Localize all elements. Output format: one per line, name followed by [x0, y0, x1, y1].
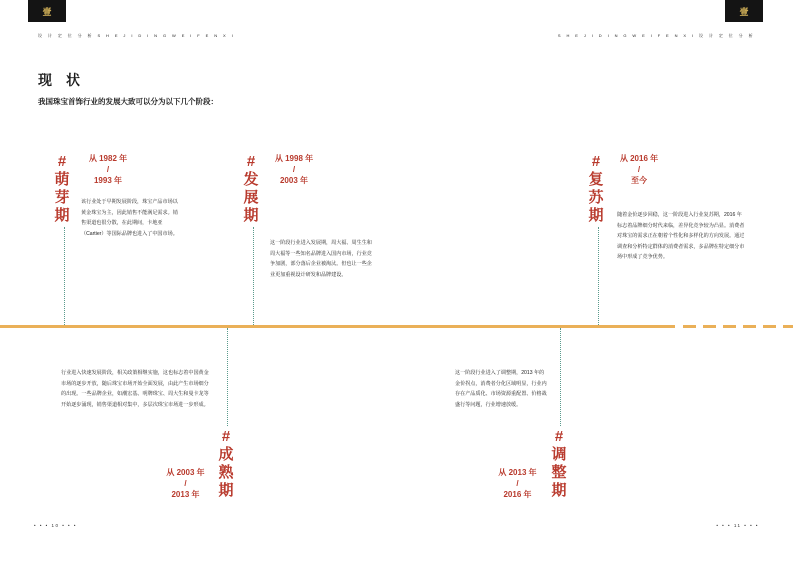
connector-line: [227, 328, 228, 426]
period-line: 1993 年: [93, 176, 123, 185]
stage-title-char: 熟: [218, 464, 234, 481]
section-tab-left: 壹: [28, 0, 66, 22]
stage-title-char: 成: [218, 446, 234, 463]
stage-title-char: 期: [54, 207, 70, 224]
stage-title-char: #: [591, 153, 601, 170]
timeline-dash: [783, 325, 793, 328]
connector-line: [598, 227, 599, 325]
period-line: 2003 年: [279, 176, 309, 185]
connector-line: [64, 227, 65, 325]
period-line: 至今: [631, 176, 647, 185]
timeline-bar: [0, 325, 675, 328]
stage-title-char: #: [246, 153, 256, 170]
period-line: 2013 年: [171, 490, 200, 499]
stage-title-char: 调: [551, 446, 567, 463]
stage-title-char: 苏: [588, 189, 604, 206]
timeline-dash: [763, 325, 776, 328]
stage-period-recovery: [612, 153, 666, 186]
stage-period-development: [268, 153, 320, 186]
stage-desc-recovery: 随着金价逐步回稳，这一阶段进入行业复苏期，2016 年标志着品牌细分时代来临，差异化竞争较为凸显。消费者对珠宝的需求正在朝着个性化和多样化的方向发展。通过调查和分析特定群体的消费者需求，多品牌在特定细分市场中形成了竞争优势。: [617, 212, 745, 261]
period-line: 从 2003 年: [166, 468, 205, 477]
stage-title-char: 期: [243, 207, 259, 224]
stage-title-adjustment: [551, 428, 567, 500]
stage-title-char: 期: [551, 482, 567, 499]
timeline-dash: [683, 325, 696, 328]
page-number-left: • • • 10 • • •: [34, 523, 77, 528]
stage-title-char: 发: [243, 171, 259, 188]
header-right: S H E J I D I N G W E I F E N X I 设 计 定 位 分 析: [557, 33, 755, 38]
stage-desc-adjustment: 这一阶段行业进入了调整期，2013 年的金价拐点，消费者分化区域明显，行业内存在产品质化、市场资源重配置、价格战盛行等问题，行业增速放缓。: [455, 370, 547, 408]
header-left: 设 计 定 位 分 析 S H E J I D I N G W E I F E N X I: [38, 33, 236, 38]
stage-desc-budding: 该行业处于早期发展阶段，珠宝产品市场以黄金珠宝为主，因此销售不能满足需求。销售渠道也很分散，在此期间，卡地亚（Cartier）等国际品牌也进入了中国市场。: [81, 199, 178, 237]
period-line: /: [106, 165, 110, 174]
period-line: 从 2016 年: [619, 154, 659, 163]
timeline-dash: [703, 325, 716, 328]
stage-title-char: 期: [218, 482, 234, 499]
period-line: /: [184, 479, 187, 488]
stage-title-char: 芽: [54, 189, 70, 206]
stage-title-recovery: [588, 153, 604, 225]
period-line: 从 2013 年: [498, 468, 537, 477]
stage-title-char: 期: [588, 207, 604, 224]
stage-title-char: 复: [588, 171, 604, 188]
stage-title-development: [243, 153, 259, 225]
stage-title-char: 整: [551, 464, 567, 481]
timeline-dash: [743, 325, 756, 328]
stage-period-adjustment: [490, 467, 545, 500]
period-line: 从 1982 年: [88, 154, 128, 163]
stage-title-char: 展: [243, 189, 259, 206]
stage-period-mature: [158, 467, 213, 500]
period-line: /: [292, 165, 296, 174]
period-line: 从 1998 年: [274, 154, 314, 163]
connector-line: [253, 227, 254, 325]
connector-line: [560, 328, 561, 426]
stage-title-char: #: [554, 428, 564, 445]
page-subtitle: 我国珠宝首饰行业的发展大致可以分为以下几个阶段：: [38, 97, 218, 106]
period-line: /: [637, 165, 641, 174]
timeline-dash: [723, 325, 736, 328]
stage-title-char: #: [57, 153, 67, 170]
period-line: 2016 年: [503, 490, 532, 499]
stage-desc-mature: 行业进入快速发展阶段，相关政策相继实施，这也标志着中国黄金市场的逐步开放，随后珠宝市场开始全面发展，由此产生市场细分的出现。一些品牌企业，如潮宏基、明牌珠宝、周大生和曼卡龙等开始逐步涌现，销售渠道相对集中，多层次珠宝市场进一步形成。: [61, 370, 209, 408]
page-title: 现状: [38, 72, 94, 88]
page-number-right: • • • 11 • • •: [716, 523, 759, 528]
period-line: /: [516, 479, 519, 488]
stage-title-char: 萌: [54, 171, 70, 188]
stage-period-budding: [82, 153, 134, 186]
stage-title-char: #: [221, 428, 231, 445]
stage-title-mature: [218, 428, 234, 500]
stage-title-budding: [54, 153, 70, 225]
stage-desc-development: 这一阶段行业进入发展期，周大福、周生生和周大福等一些知名品牌进入国内市场，行业竞争加剧，部分落后企业被淘汰。但也让一些企业更加重视设计研发和品牌建设。: [270, 240, 372, 278]
section-tab-right: 壹: [725, 0, 763, 22]
